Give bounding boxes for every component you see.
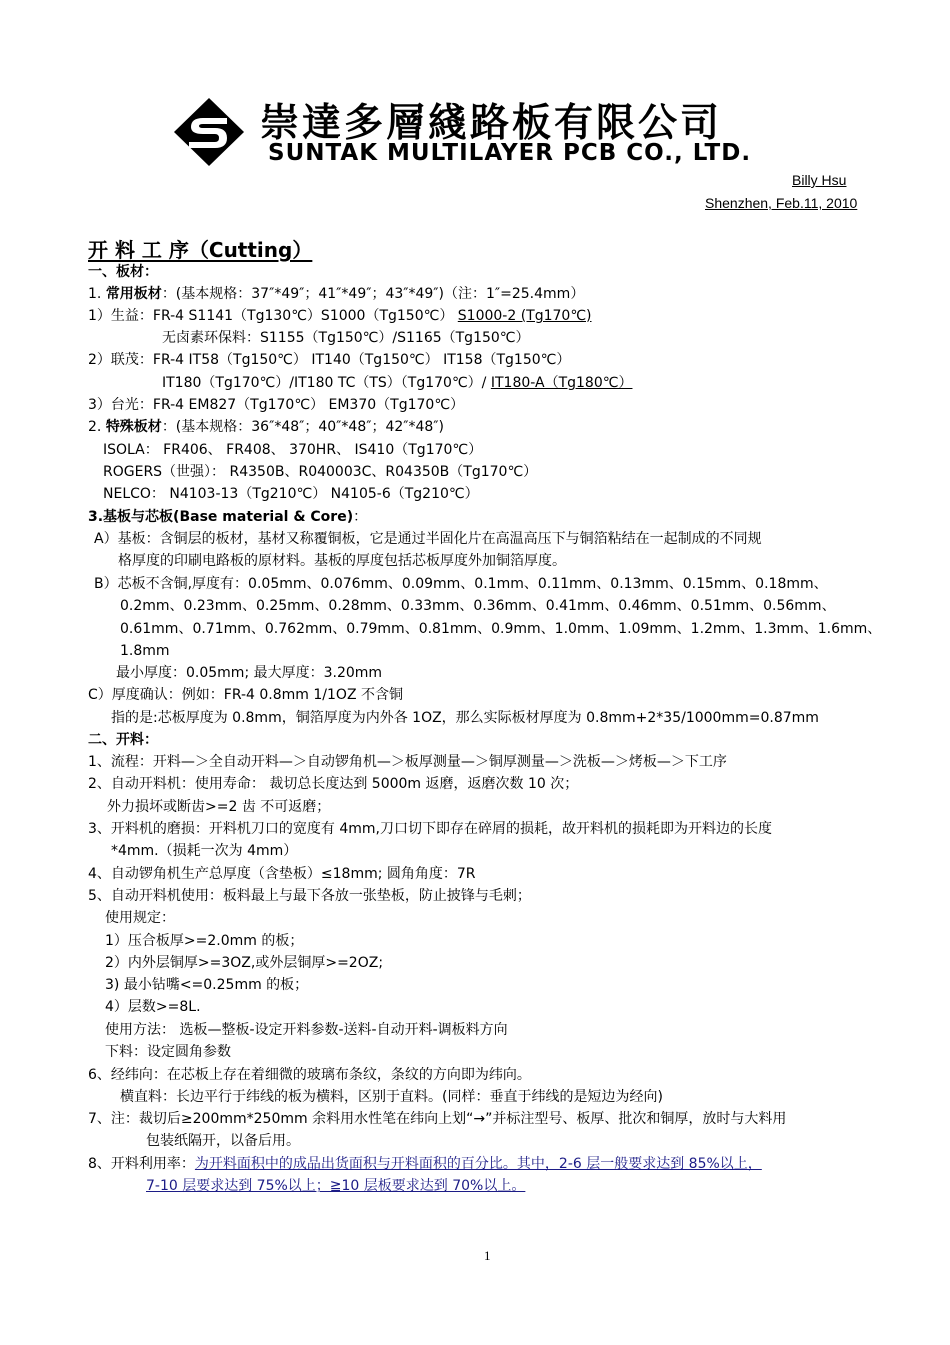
list-number: 1.	[88, 286, 106, 302]
text-line: 0.61mm、0.71mm、0.762mm、0.79mm、0.81mm、0.9mm、1.0mm、1.09mm、1.2mm、1.3mm、1.6mm、	[120, 621, 882, 637]
bold-label: 特殊板材	[105, 419, 162, 435]
text-line: 使用规定：	[105, 910, 175, 926]
text-line: 外力损坏或断齿>=2 齿 不可返磨；	[107, 799, 331, 815]
text-line: 7-10 层要求达到 75%以上；≧10 层板要求达到 70%以上。	[146, 1178, 526, 1194]
text-span: 1）生益：FR-4 S1141（Tg130℃）S1000（Tg150℃）	[88, 308, 458, 324]
text-line	[88, 307, 592, 325]
section-heading-cutting: 二、开料：	[88, 732, 158, 748]
text-line: 6、经纬向：在芯板上存在着细微的玻璃布条纹，条纹的方向即为纬向。	[88, 1067, 531, 1083]
text-line	[162, 374, 632, 392]
company-name-cn: 崇達多層綫路板有限公司	[260, 101, 723, 146]
text-line: 7、注：裁切后≥200mm*250mm 余料用水性笔在纬向上划“→”并标注型号、板厚、批次和铜厚，放时与大料用	[88, 1111, 787, 1127]
section-heading-materials: 一、板材：	[88, 264, 158, 280]
list-number: 2.	[88, 419, 106, 435]
text-span: ：	[353, 509, 368, 525]
underlined-text: 为开料面积中的成品出货面积与开料面积的百分比。其中，2-6 层一般要求达到 85%以上，	[194, 1156, 762, 1172]
text-line: 2、自动开料机：使用寿命： 裁切总长度达到 5000m 返磨，返磨次数 10 次；	[88, 776, 579, 792]
text-line: 4）层数>=8L.	[105, 999, 201, 1015]
underlined-text: S1000-2 (Tg170℃)	[457, 308, 592, 324]
text-span: ：(基本规格：36″*48″；40″*48″；42″*48″)	[161, 419, 444, 435]
text-line: *4mm.（损耗一次为 4mm）	[111, 843, 298, 859]
text-line	[88, 508, 367, 526]
text-line: 2）联茂：FR-4 IT58（Tg150℃） IT140（Tg150℃） IT158（Tg150℃）	[88, 352, 571, 368]
suntak-s-logo-icon	[172, 96, 246, 168]
text-line	[88, 418, 444, 436]
company-name-en: SUNTAK MULTILAYER PCB CO., LTD.	[268, 140, 752, 166]
text-span: ：(基本规格：37″*49″；41″*49″；43″*49″)（注：1″=25.4mm）	[161, 286, 585, 302]
text-line: B）芯板不含铜,厚度有：0.05mm、0.076mm、0.09mm、0.1mm、0.11mm、0.13mm、0.15mm、0.18mm、	[94, 576, 828, 592]
text-line: ISOLA： FR406、 FR408、 370HR、 IS410（Tg170℃）	[103, 442, 483, 458]
text-span: 8、开料利用率：	[88, 1156, 195, 1172]
text-line: 1、流程：开料—＞全自动开料—＞自动锣角机—＞板厚测量—＞铜厚测量—＞洗板—＞烤板—＞下工序	[88, 754, 727, 770]
author-name: Billy Hsu	[792, 172, 847, 188]
text-line: 4、自动锣角机生产总厚度（含垫板）≤18mm; 圆角角度：7R	[88, 866, 476, 882]
text-line: 横直料：长边平行于纬线的板为横料，区别于直料。(同样：垂直于纬线的是短边为经向)	[120, 1089, 663, 1105]
text-line: 2）内外层铜厚>=3OZ,或外层铜厚>=2OZ;	[105, 955, 384, 971]
text-line: NELCO： N4103-13（Tg210℃） N4105-6（Tg210℃）	[103, 486, 479, 502]
text-line: ROGERS（世强）： R4350B、R040003C、R04350B（Tg170℃）	[103, 464, 538, 480]
text-line: 3) 最小钻嘴<=0.25mm 的板；	[105, 977, 309, 993]
bold-label: 常用板材	[105, 286, 162, 302]
text-line: A）基板：含铜层的板材，基材又称覆铜板，它是通过半固化片在高温高压下与铜箔粘结在一起制成的不同规	[94, 531, 762, 547]
text-line: 1）压合板厚>=2.0mm 的板；	[105, 933, 304, 949]
page-title: 开 料 工 序（Cutting）	[88, 238, 313, 262]
text-line: C）厚度确认：例如：FR-4 0.8mm 1/1OZ 不含铜	[88, 687, 403, 703]
text-line: 最小厚度：0.05mm; 最大厚度：3.20mm	[116, 665, 383, 681]
text-line: 1.8mm	[120, 643, 170, 659]
text-line: 格厚度的印刷电路板的原材料。基板的厚度包括芯板厚度外加铜箔厚度。	[118, 553, 566, 569]
text-line: 3）台光：FR-4 EM827（Tg170℃） EM370（Tg170℃）	[88, 397, 465, 413]
location-date: Shenzhen, Feb.11, 2010	[705, 195, 858, 211]
text-line: 包装纸隔开，以备后用。	[146, 1133, 300, 1149]
text-line	[88, 285, 584, 303]
text-span: IT180（Tg170℃）/IT180 TC（TS）（Tg170℃）/	[162, 375, 491, 391]
page-number: 1	[484, 1248, 491, 1263]
text-line: 下料：设定圆角参数	[105, 1044, 231, 1060]
bold-label: 3.基板与芯板(Base material & Core)	[88, 509, 354, 525]
text-line: 0.2mm、0.23mm、0.25mm、0.28mm、0.33mm、0.36mm、0.41mm、0.46mm、0.51mm、0.56mm、	[120, 598, 836, 614]
text-line: 无卤素环保料：S1155（Tg150℃）/S1165（Tg150℃）	[162, 330, 530, 346]
text-line	[88, 1155, 762, 1173]
text-line: 5、自动开料机使用：板料最上与最下各放一张垫板，防止披锋与毛刺；	[88, 888, 531, 904]
text-line: 使用方法： 选板—整板-设定开料参数-送料-自动开料-调板料方向	[105, 1022, 508, 1038]
company-logo	[172, 96, 246, 168]
text-line: 3、开料机的磨损：开料机刀口的宽度有 4mm,刀口切下即存在碎屑的损耗，故开料机的损耗即为开料边的长度	[88, 821, 772, 837]
text-line: 指的是:芯板厚度为 0.8mm，铜箔厚度为内外各 1OZ，那么实际板材厚度为 0.8mm+2*35/1000mm=0.87mm	[111, 710, 819, 726]
underlined-text: IT180-A（Tg180℃）	[490, 375, 633, 391]
